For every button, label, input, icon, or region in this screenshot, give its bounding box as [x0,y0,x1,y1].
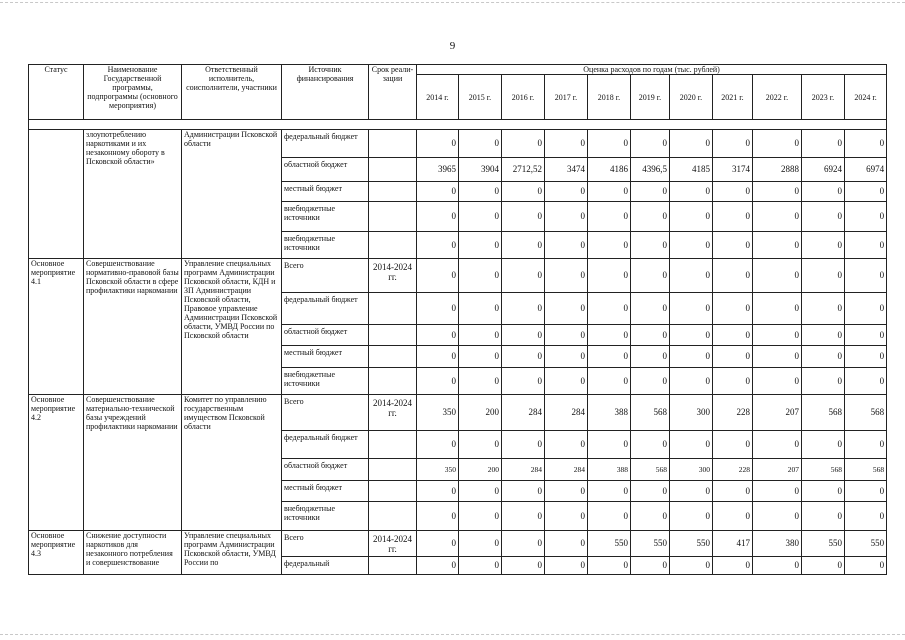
value-cell: 0 [545,502,588,531]
value-cell: 388 [588,459,631,481]
value-cell: 0 [502,259,545,293]
value-cell: 0 [802,293,845,325]
term-cell [369,202,417,232]
budget-table-container [28,64,888,575]
value-cell: 0 [631,325,670,346]
value-cell: 3965 [417,158,459,182]
value-cell: 0 [459,130,502,158]
source-cell: Всего [282,259,369,293]
value-cell: 0 [670,346,713,368]
value-cell: 0 [545,293,588,325]
responsible-cell: Комитет по управлению государственным имуществом Псковской области [182,395,282,531]
value-cell: 0 [417,502,459,531]
header-name: Наименование Государственной программы, подпрограммы (основного мероприятия) [84,65,182,120]
value-cell: 0 [631,502,670,531]
term-cell [369,346,417,368]
value-cell: 0 [713,481,753,502]
table-gap-row [29,120,887,130]
value-cell: 0 [713,182,753,202]
term-cell [369,130,417,158]
value-cell: 0 [502,557,545,575]
term-cell: 2014-2024 гг. [369,395,417,431]
value-cell: 284 [502,395,545,431]
value-cell: 0 [845,293,887,325]
value-cell: 0 [802,130,845,158]
value-cell: 0 [845,202,887,232]
term-cell [369,293,417,325]
source-cell: Всего [282,395,369,431]
header-year: 2017 г. [545,75,588,120]
responsible-cell: Администрации Псковской области [182,130,282,259]
value-cell: 0 [417,232,459,259]
value-cell: 0 [545,202,588,232]
scan-edge-top [0,2,905,4]
value-cell: 0 [802,431,845,459]
value-cell: 0 [631,346,670,368]
value-cell: 0 [670,259,713,293]
value-cell: 0 [631,557,670,575]
source-cell: внебюджетные источники [282,502,369,531]
value-cell: 0 [459,531,502,557]
value-cell: 0 [845,431,887,459]
value-cell: 0 [588,557,631,575]
value-cell: 0 [845,232,887,259]
term-cell: 2014-2024 гг. [369,531,417,557]
value-cell: 6924 [802,158,845,182]
value-cell: 3174 [713,158,753,182]
value-cell: 0 [459,481,502,502]
table-row [29,395,887,431]
value-cell: 0 [802,325,845,346]
header-term: Срок реали-зации [369,65,417,120]
table-gap-cell [29,120,887,130]
header-year: 2023 г. [802,75,845,120]
value-cell: 0 [459,182,502,202]
value-cell: 0 [502,346,545,368]
value-cell: 0 [753,293,802,325]
value-cell: 0 [845,130,887,158]
value-cell: 0 [670,232,713,259]
source-cell: местный бюджет [282,481,369,502]
value-cell: 0 [753,557,802,575]
source-cell: федеральный [282,557,369,575]
value-cell: 0 [631,481,670,502]
value-cell: 568 [631,459,670,481]
value-cell: 3904 [459,158,502,182]
term-cell [369,158,417,182]
source-cell: внебюджетные источники [282,232,369,259]
value-cell: 380 [753,531,802,557]
value-cell: 0 [502,293,545,325]
value-cell: 0 [631,182,670,202]
value-cell: 0 [802,232,845,259]
value-cell: 0 [502,202,545,232]
responsible-cell: Управление специальных программ Администрации Псковской области, УМВД России по [182,531,282,575]
value-cell: 0 [753,502,802,531]
value-cell: 0 [545,182,588,202]
value-cell: 550 [845,531,887,557]
value-cell: 0 [545,259,588,293]
value-cell: 0 [753,346,802,368]
value-cell: 0 [713,368,753,395]
term-cell [369,481,417,502]
value-cell: 0 [802,368,845,395]
value-cell: 0 [459,431,502,459]
value-cell: 0 [417,182,459,202]
responsible-cell: Управление специальных программ Администрации Псковской области, КДН и ЗП Администрации Псковской области, Правовое управление Администрации Псковской области, УМВД России по Псковской области [182,259,282,395]
value-cell: 0 [631,431,670,459]
status-cell: Основное мероприятие 4.1 [29,259,84,395]
source-cell: местный бюджет [282,182,369,202]
value-cell: 0 [588,130,631,158]
value-cell: 228 [713,459,753,481]
value-cell: 0 [713,502,753,531]
value-cell: 0 [713,202,753,232]
header-estimate: Оценка расходов по годам (тыс. рублей) [417,65,887,75]
value-cell: 284 [545,395,588,431]
value-cell: 0 [417,130,459,158]
value-cell: 0 [670,202,713,232]
value-cell: 0 [753,481,802,502]
term-cell [369,557,417,575]
value-cell: 568 [631,395,670,431]
status-cell: Основное мероприятие 4.3 [29,531,84,575]
value-cell: 0 [753,182,802,202]
value-cell: 207 [753,459,802,481]
value-cell: 0 [670,182,713,202]
value-cell: 0 [845,368,887,395]
value-cell: 0 [802,259,845,293]
source-cell: федеральный бюджет [282,431,369,459]
value-cell: 0 [631,202,670,232]
value-cell: 0 [631,293,670,325]
value-cell: 0 [753,130,802,158]
value-cell: 0 [588,346,631,368]
value-cell: 0 [502,130,545,158]
source-cell: внебюджетные источники [282,368,369,395]
value-cell: 568 [802,395,845,431]
source-cell: областной бюджет [282,459,369,481]
value-cell: 0 [588,325,631,346]
value-cell: 0 [670,130,713,158]
value-cell: 550 [588,531,631,557]
value-cell: 568 [802,459,845,481]
value-cell: 0 [802,481,845,502]
budget-table [28,64,887,575]
source-cell: областной бюджет [282,158,369,182]
value-cell: 550 [670,531,713,557]
term-cell [369,368,417,395]
value-cell: 0 [459,232,502,259]
value-cell: 0 [502,481,545,502]
value-cell: 200 [459,395,502,431]
value-cell: 284 [545,459,588,481]
value-cell: 0 [753,232,802,259]
value-cell: 0 [459,202,502,232]
value-cell: 0 [845,325,887,346]
status-cell: Основное мероприятие 4.2 [29,395,84,531]
header-year: 2019 г. [631,75,670,120]
value-cell: 2712,52 [502,158,545,182]
value-cell: 2888 [753,158,802,182]
source-cell: федеральный бюджет [282,293,369,325]
term-cell: 2014-2024 гг. [369,259,417,293]
value-cell: 0 [753,325,802,346]
value-cell: 0 [753,368,802,395]
value-cell: 0 [588,182,631,202]
value-cell: 0 [713,130,753,158]
scan-edge-bottom [0,634,905,636]
header-year: 2024 г. [845,75,887,120]
value-cell: 0 [753,259,802,293]
value-cell: 200 [459,459,502,481]
value-cell: 0 [502,325,545,346]
value-cell: 0 [588,368,631,395]
value-cell: 0 [459,368,502,395]
value-cell: 300 [670,395,713,431]
program-name-cell: Снижение доступности наркотиков для незаконного потребления и совершенствование [84,531,182,575]
value-cell: 0 [670,557,713,575]
value-cell: 0 [502,502,545,531]
value-cell: 0 [802,182,845,202]
value-cell: 0 [588,502,631,531]
term-cell [369,182,417,202]
source-cell: областной бюджет [282,325,369,346]
value-cell: 0 [588,259,631,293]
value-cell: 0 [845,182,887,202]
value-cell: 0 [670,481,713,502]
value-cell: 550 [802,531,845,557]
term-cell [369,431,417,459]
value-cell: 0 [588,293,631,325]
value-cell: 207 [753,395,802,431]
value-cell: 300 [670,459,713,481]
value-cell: 0 [545,346,588,368]
value-cell: 0 [631,259,670,293]
value-cell: 0 [502,431,545,459]
value-cell: 0 [417,481,459,502]
value-cell: 0 [631,130,670,158]
value-cell: 0 [713,232,753,259]
value-cell: 0 [545,130,588,158]
value-cell: 4396,5 [631,158,670,182]
page-number: 9 [449,40,456,52]
value-cell: 0 [631,232,670,259]
value-cell: 0 [459,502,502,531]
header-year: 2015 г. [459,75,502,120]
header-year: 2018 г. [588,75,631,120]
value-cell: 0 [588,232,631,259]
value-cell: 0 [588,431,631,459]
table-row [29,130,887,158]
value-cell: 350 [417,459,459,481]
value-cell: 0 [670,502,713,531]
value-cell: 4185 [670,158,713,182]
value-cell: 0 [417,346,459,368]
header-source: Источник финансирования [282,65,369,120]
value-cell: 284 [502,459,545,481]
value-cell: 0 [417,325,459,346]
value-cell: 0 [417,202,459,232]
status-cell [29,130,84,259]
value-cell: 0 [459,557,502,575]
value-cell: 0 [713,325,753,346]
value-cell: 0 [670,293,713,325]
value-cell: 0 [545,368,588,395]
value-cell: 0 [545,557,588,575]
value-cell: 0 [845,346,887,368]
value-cell: 0 [670,431,713,459]
value-cell: 388 [588,395,631,431]
header-year: 2022 г. [753,75,802,120]
value-cell: 0 [713,259,753,293]
value-cell: 3474 [545,158,588,182]
header-year: 2021 г. [713,75,753,120]
program-name-cell: Совершенствование нормативно-правовой базы Псковской области в сфере профилактики наркомании [84,259,182,395]
source-cell: внебюджетные источники [282,202,369,232]
table-row [29,259,887,293]
value-cell: 568 [845,459,887,481]
value-cell: 0 [670,325,713,346]
value-cell: 568 [845,395,887,431]
value-cell: 0 [845,481,887,502]
value-cell: 0 [545,325,588,346]
value-cell: 228 [713,395,753,431]
value-cell: 0 [713,293,753,325]
term-cell [369,502,417,531]
value-cell: 0 [753,202,802,232]
value-cell: 350 [417,395,459,431]
value-cell: 550 [631,531,670,557]
value-cell: 4186 [588,158,631,182]
value-cell: 0 [845,259,887,293]
program-name-cell: злоупотреблению наркотиками и их незаконному обороту в Псковской области» [84,130,182,259]
value-cell: 0 [502,531,545,557]
value-cell: 0 [502,368,545,395]
value-cell: 0 [753,431,802,459]
value-cell: 0 [845,557,887,575]
value-cell: 0 [588,481,631,502]
term-cell [369,232,417,259]
value-cell: 0 [502,232,545,259]
header-year: 2014 г. [417,75,459,120]
value-cell: 0 [802,557,845,575]
source-cell: Всего [282,531,369,557]
value-cell: 0 [502,182,545,202]
value-cell: 0 [459,325,502,346]
source-cell: местный бюджет [282,346,369,368]
value-cell: 0 [588,202,631,232]
value-cell: 0 [459,293,502,325]
source-cell: федеральный бюджет [282,130,369,158]
header-row [29,65,887,75]
value-cell: 0 [417,431,459,459]
value-cell: 0 [802,346,845,368]
header-responsible: Ответственный исполнитель, соисполнители, участники [182,65,282,120]
value-cell: 0 [845,502,887,531]
value-cell: 0 [417,557,459,575]
table-row [29,531,887,557]
value-cell: 0 [713,557,753,575]
value-cell: 0 [713,346,753,368]
value-cell: 0 [545,531,588,557]
value-cell: 0 [459,346,502,368]
value-cell: 0 [545,232,588,259]
program-name-cell: Совершенствование материально-технической базы учреждений профилактики наркомании [84,395,182,531]
value-cell: 0 [545,431,588,459]
value-cell: 0 [417,531,459,557]
value-cell: 0 [459,259,502,293]
value-cell: 0 [670,368,713,395]
value-cell: 6974 [845,158,887,182]
value-cell: 417 [713,531,753,557]
term-cell [369,325,417,346]
value-cell: 0 [545,481,588,502]
value-cell: 0 [802,502,845,531]
value-cell: 0 [631,368,670,395]
header-year: 2016 г. [502,75,545,120]
value-cell: 0 [802,202,845,232]
term-cell [369,459,417,481]
value-cell: 0 [417,259,459,293]
value-cell: 0 [417,293,459,325]
value-cell: 0 [417,368,459,395]
budget-table-body [29,120,887,575]
header-year: 2020 г. [670,75,713,120]
value-cell: 0 [713,431,753,459]
header-status: Статус [29,65,84,120]
